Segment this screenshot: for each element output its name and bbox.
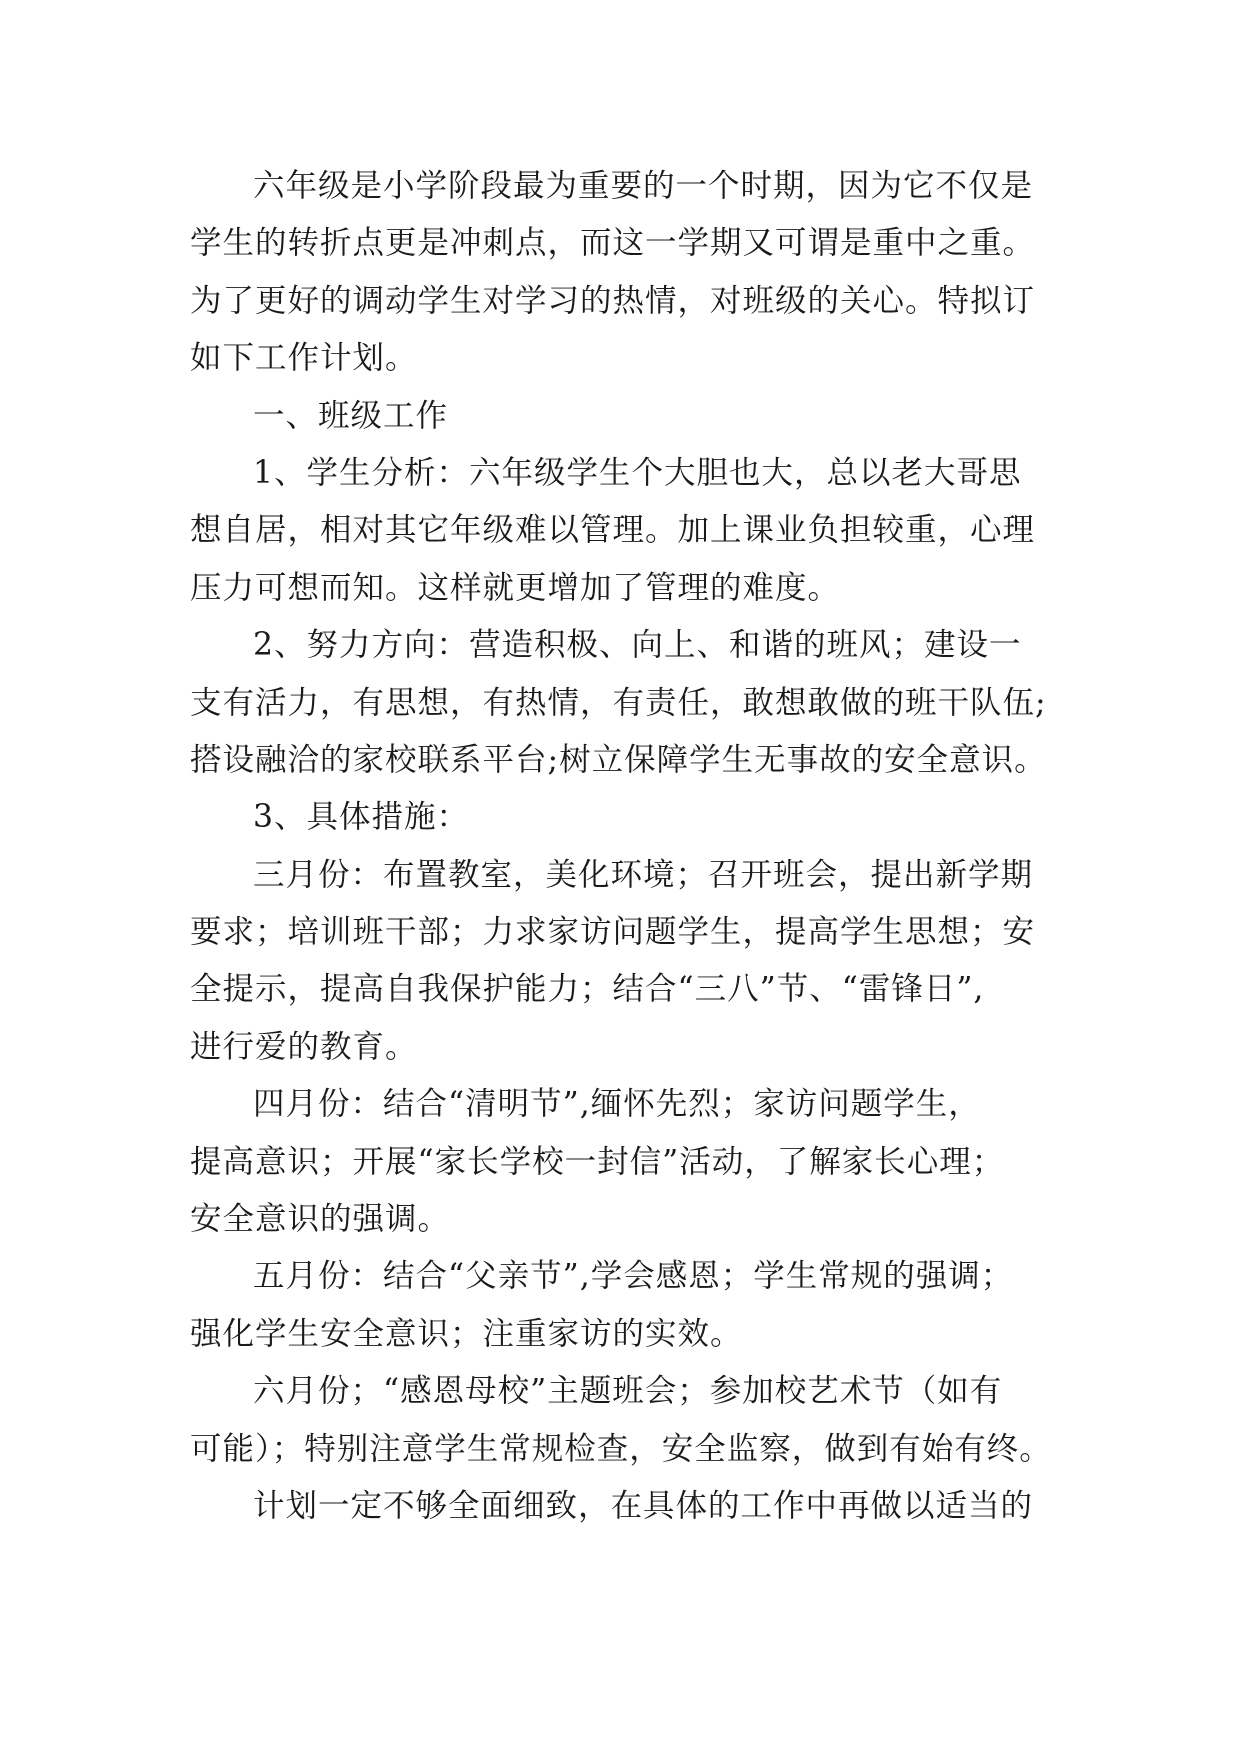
text-line: 1、学生分析：六年级学生个大胆也大，总以老大哥思 — [253, 454, 1022, 491]
section-heading: 一、班级工作 — [253, 397, 449, 434]
text-line: 进行爱的教育。 — [190, 1028, 418, 1065]
text-line: 三月份：布置教室，美化环境；召开班会，提出新学期 — [253, 856, 1034, 893]
text-line: 计划一定不够全面细致，在具体的工作中再做以适当的 — [253, 1487, 1034, 1524]
text-line: 想自居，相对其它年级难以管理。加上课业负担较重，心理 — [190, 512, 1036, 549]
text-line: 六月份；“感恩母校”主题班会；参加校艺术节（如有 — [253, 1373, 1003, 1410]
text-line: 压力可想而知。这样就更增加了管理的难度。 — [190, 569, 841, 606]
text-line: 支有活力，有思想，有热情，有责任，敢想敢做的班干队伍; — [190, 684, 1047, 721]
text-line: 搭设融洽的家校联系平台;树立保障学生无事故的安全意识。 — [190, 741, 1047, 778]
text-line: 要求；培训班干部；力求家访问题学生，提高学生思想；安 — [190, 914, 1036, 951]
text-line: 六年级是小学阶段最为重要的一个时期，因为它不仅是 — [253, 168, 1034, 204]
document-body — [190, 158, 1055, 1535]
text-line: 强化学生安全意识；注重家访的实效。 — [190, 1315, 743, 1352]
text-line: 如下工作计划。 — [190, 340, 418, 377]
text-line: 安全意识的强调。 — [190, 1201, 451, 1238]
text-line: 2、努力方向：营造积极、向上、和谐的班风；建设一 — [253, 627, 1022, 664]
text-line: 学生的转折点更是冲刺点，而这一学期又可谓是重中之重。 — [190, 225, 1036, 262]
text-line: 五月份：结合“父亲节”,学会感恩；学生常规的强调； — [253, 1258, 1014, 1295]
text-line: 四月份：结合“清明节”,缅怀先烈；家访问题学生， — [253, 1086, 981, 1123]
text-line: 提高意识；开展“家长学校一封信”活动，了解家长心理； — [190, 1143, 1005, 1180]
text-line: 可能）；特别注意学生常规检查，安全监察，做到有始有终。 — [190, 1430, 1052, 1467]
text-line: 为了更好的调动学生对学习的热情，对班级的关心。特拟订 — [190, 282, 1036, 319]
text-line: 全提示，提高自我保护能力；结合“三八”节、“雷锋日”, — [190, 971, 985, 1008]
text-line: 3、具体措施： — [253, 799, 470, 836]
